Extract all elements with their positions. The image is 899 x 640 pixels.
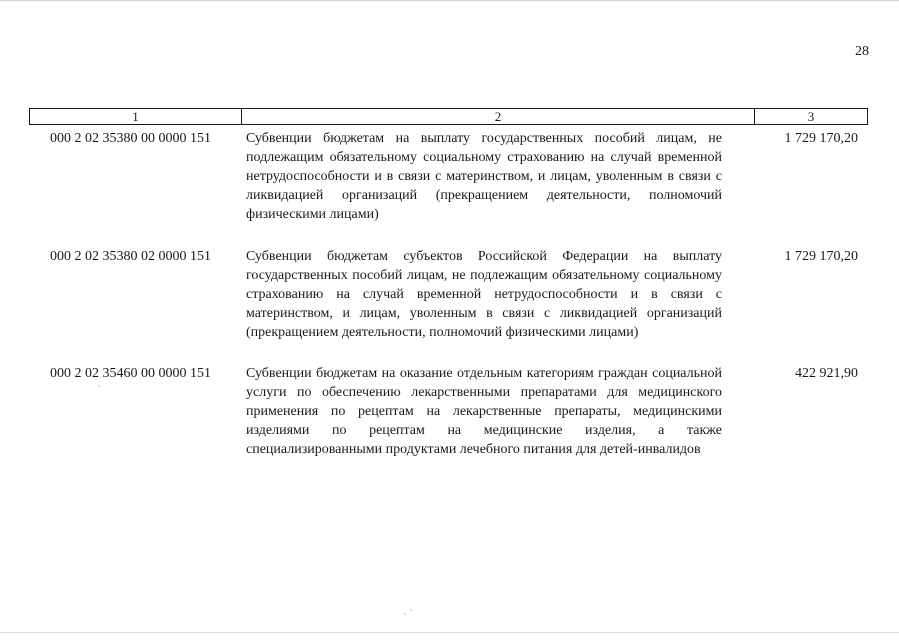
scan-edge-bottom: [0, 632, 899, 633]
row-description: Субвенции бюджетам на выплату государственных пособий лицам, не подлежащим обязательному социальному страхованию на случай временной нетрудоспособности и в связи с материнством, и лицам, уволенным в связи с ликвидацией организаций (прекращением деятельности, полномочий физическими лицами): [246, 131, 722, 222]
budget-code: 000 2 02 35380 02 0000 151: [50, 249, 211, 264]
scan-speck: [404, 613, 406, 615]
column-header-1: 1: [30, 109, 242, 124]
row-amount: 1 729 170,20: [784, 131, 858, 146]
scan-edge-top: [0, 0, 899, 1]
column-header-2: 2: [242, 109, 755, 124]
table-header: [29, 108, 868, 125]
scan-speck: [98, 385, 100, 387]
row-amount: 422 921,90: [795, 366, 858, 381]
budget-code: 000 2 02 35460 00 0000 151: [50, 366, 211, 381]
column-header-3: 3: [807, 109, 815, 124]
row-description: Субвенции бюджетам на оказание отдельным категориям граждан социальной услуги по обеспечению лекарственными препаратами для медицинского применения по рецептам на лекарственные препараты, медицинскими изделиями по рецептам на медицинские изделия, а также специализированными продуктами лечебного питания для детей-инвалидов: [246, 366, 722, 457]
row-description: Субвенции бюджетам субъектов Российской Федерации на выплату государственных пособий лицам, не подлежащим обязательному социальному страхованию на случай временной нетрудоспособности и в связи с материнством, и лицам, уволенным в связи с ликвидацией организаций (прекращением деятельности, полномочий физическими лицами): [246, 249, 722, 340]
budget-code: 000 2 02 35380 00 0000 151: [50, 131, 211, 146]
scan-speck: [410, 609, 412, 611]
page-number: 28: [855, 44, 869, 59]
row-amount: 1 729 170,20: [784, 249, 858, 264]
